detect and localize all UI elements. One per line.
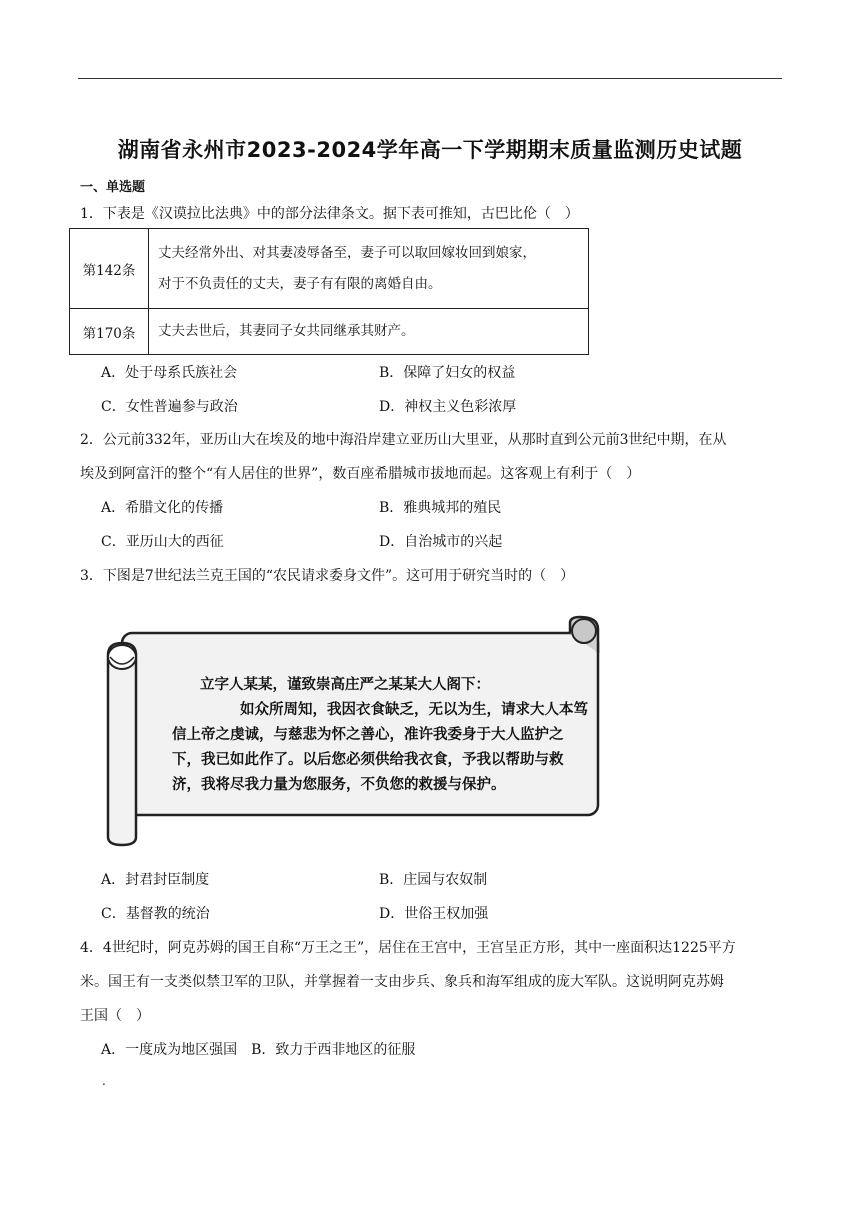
q1-option-d[interactable]: D．神权主义色彩浓厚 (379, 399, 517, 415)
q2-option-c[interactable]: C．亚历山大的西征 (101, 534, 224, 550)
law-table (69, 228, 589, 355)
scroll-text-line: 济，我将尽我力量为您服务，不负您的救援与保护。 (172, 777, 506, 793)
document-scroll-image (100, 615, 605, 847)
table-row (70, 309, 589, 355)
article-number: 第142条 (70, 229, 149, 309)
article-text-line: 丈夫经常外出、对其妻凌辱备至，妻子可以取回嫁妆回到娘家， (158, 244, 536, 261)
question-4-stem-line: 4．4世纪时，阿克苏姆的国王自称“万王之王”，居住在王宫中，王宫呈正方形，其中一座面积达1225平方 (80, 940, 736, 956)
scroll-text-line: 如众所周知，我因衣食缺乏，无以为生，请求大人本笃 (240, 702, 588, 718)
q1-option-b[interactable]: B．保障了妇女的权益 (379, 365, 516, 381)
article-text (149, 309, 589, 355)
q4-options-line[interactable]: A．一度成为地区强国 B．致力于西非地区的征服 (101, 1042, 416, 1058)
q3-option-a[interactable]: A．封君封臣制度 (101, 872, 210, 888)
question-4-stem-line: 米。国王有一支类似禁卫军的卫队，并掌握着一支由步兵、象兵和海军组成的庞大军队。这说明阿克苏姆 (80, 974, 724, 990)
q3-option-b[interactable]: B．庄园与农奴制 (379, 872, 488, 888)
page-title: 湖南省永州市2023-2024学年高一下学期期末质量监测历史试题 (117, 138, 743, 162)
article-text (149, 229, 589, 309)
question-3-stem: 3．下图是7世纪法兰克王国的“农民请求委身文件”。这可用于研究当时的（ ） (80, 568, 575, 584)
q2-option-d[interactable]: D．自治城市的兴起 (379, 534, 503, 550)
article-text-line: 丈夫去世后，其妻同子女共同继承其财产。 (158, 323, 415, 339)
question-4-stem-line: 王国（ ） (80, 1008, 150, 1024)
q3-option-d[interactable]: D．世俗王权加强 (379, 906, 489, 922)
scroll-text-line: 下，我已如此作了。以后您必须供给我衣食，予我以帮助与救 (172, 752, 564, 768)
scroll-text (172, 673, 588, 798)
question-2-stem-line: 埃及到阿富汗的整个“有人居住的世界”，数百座希腊城市拔地而起。这客观上有利于（ ） (80, 466, 641, 482)
table-row (70, 229, 589, 309)
q2-option-b[interactable]: B．雅典城邦的殖民 (379, 500, 502, 516)
question-2-stem-line: 2．公元前332年，亚历山大在埃及的地中海沿岸建立亚历山大里亚，从那时直到公元前3世纪中期，在从 (80, 432, 727, 448)
question-1-stem: 1．下表是《汉谟拉比法典》中的部分法律条文。据下表可推知，古巴比伦（ ） (80, 206, 579, 222)
trailing-mark: . (102, 1074, 106, 1088)
section-heading: 一、单选题 (80, 180, 146, 195)
q1-option-c[interactable]: C．女性普遍参与政治 (101, 399, 238, 415)
scroll-text-line: 立字人某某，谨致崇高庄严之某某大人阁下： (200, 677, 490, 693)
q3-option-c[interactable]: C．基督教的统治 (101, 906, 210, 922)
article-number: 第170条 (70, 309, 149, 355)
header-rule (78, 78, 782, 79)
article-text-line: 对于不负责任的丈夫，妻子有有限的离婚自由。 (158, 275, 442, 292)
q1-option-a[interactable]: A．处于母系氏族社会 (101, 365, 238, 381)
q2-option-a[interactable]: A．希腊文化的传播 (101, 500, 224, 516)
scroll-text-line: 信上帝之虔诚，与慈悲为怀之善心，准许我委身于大人监护之 (172, 727, 564, 743)
